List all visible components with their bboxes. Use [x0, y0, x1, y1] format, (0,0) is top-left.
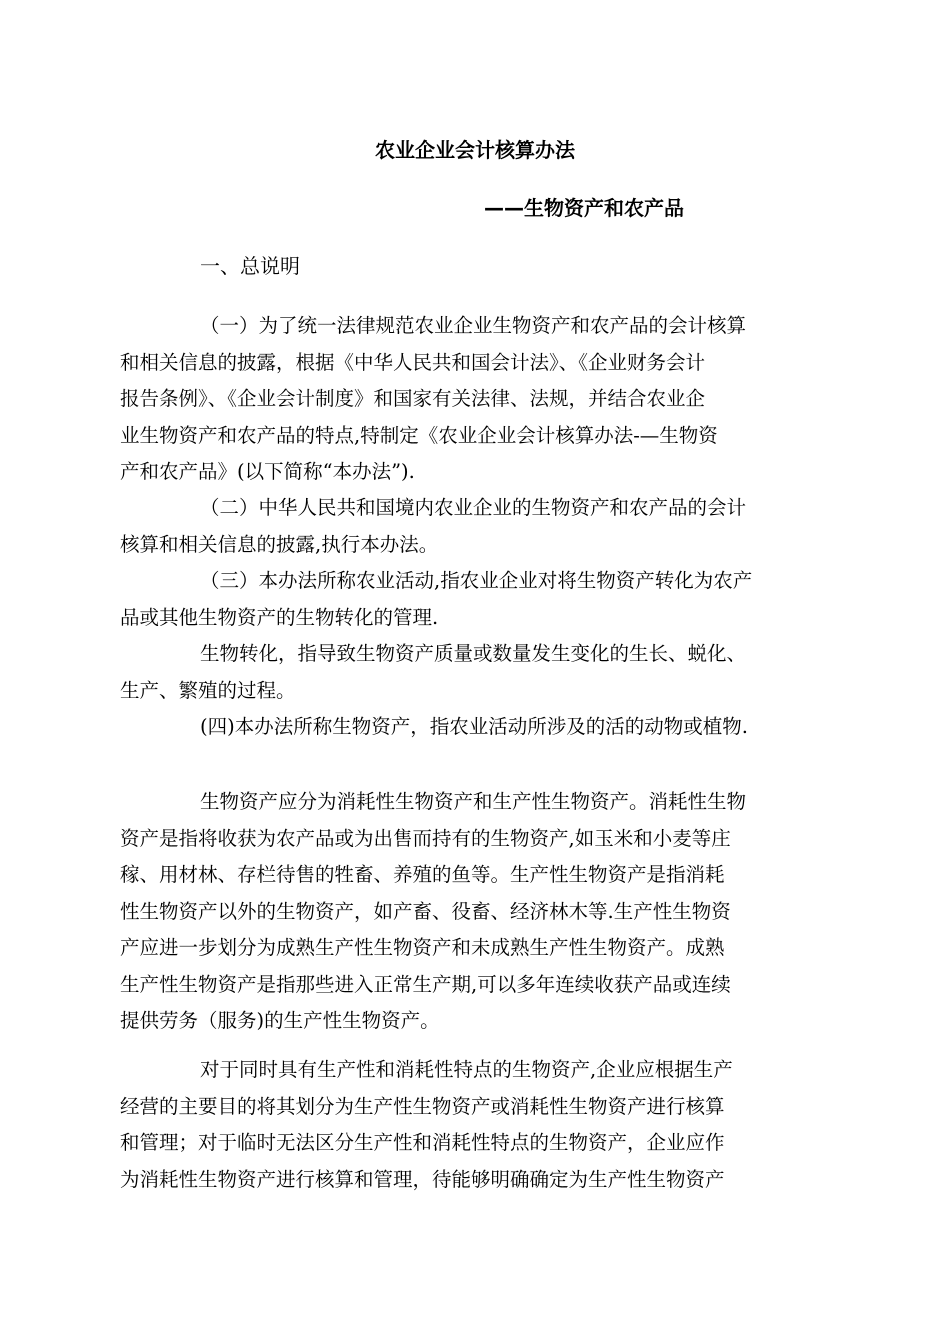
paragraph-line: (四)本办法所称生物资产，指农业活动所涉及的活的动物或植物. — [200, 715, 748, 738]
paragraph-line: 对于同时具有生产性和消耗性特点的生物资产,企业应根据生产 — [200, 1058, 733, 1081]
paragraph-line: 产和农产品》(以下简称“本办法”). — [120, 460, 415, 483]
paragraph-line: 经营的主要目的将其划分为生产性生物资产或消耗性生物资产进行核算 — [120, 1094, 725, 1118]
paragraph-line: （一）为了统一法律规范农业企业生物资产和农产品的会计核算 — [200, 314, 747, 337]
paragraph-2 — [120, 490, 835, 563]
paragraph-line: 性生物资产以外的生物资产，如产畜、役畜、经济林木等.生产性生物资 — [120, 899, 731, 923]
paragraph-line: 产应进一步划分为成熟生产性生物资产和未成熟生产性生物资产。成熟 — [120, 936, 725, 959]
paragraph-line: 稼、用材林、存栏待售的牲畜、养殖的鱼等。生产性生物资产是指消耗 — [120, 863, 725, 886]
paragraph-3 — [120, 563, 835, 636]
paragraph-line: （三）本办法所称农业活动,指农业企业对将生物资产转化为农产 — [200, 569, 753, 592]
section-heading: 一、总说明 — [200, 254, 300, 278]
paragraph-1 — [120, 308, 835, 491]
paragraph-7 — [120, 1052, 835, 1198]
paragraph-5 — [120, 709, 835, 746]
paragraph-line: 业生物资产和农产品的特点,特制定《农业企业会计核算办法-—生物资 — [120, 423, 718, 447]
paragraph-line: 生物转化，指导致生物资产质量或数量发生变化的生长、蜕化、 — [200, 642, 747, 665]
paragraph-line: 提供劳务（服务)的生产性生物资产。 — [120, 1009, 440, 1032]
paragraph-line: 资产是指将收获为农产品或为出售而持有的生物资产,如玉米和小麦等庄 — [120, 826, 731, 850]
paragraph-4 — [120, 636, 835, 709]
paragraph-line: 生产性生物资产是指那些进入正常生产期,可以多年连续收获产品或连续 — [120, 972, 731, 996]
document-subtitle: ——生物资产和农产品 — [484, 196, 684, 220]
paragraph-line: （二）中华人民共和国境内农业企业的生物资产和农产品的会计 — [200, 496, 747, 519]
document-title: 农业企业会计核算办法 — [375, 138, 575, 162]
paragraph-line: 核算和相关信息的披露,执行本办法。 — [120, 532, 439, 556]
paragraph-line: 报告条例》、《企业会计制度》和国家有关法律、法规，并结合农业企 — [120, 387, 706, 410]
paragraph-6 — [120, 784, 835, 1040]
paragraph-line: 和管理；对于临时无法区分生产性和消耗性特点的生物资产，企业应作 — [120, 1131, 725, 1154]
paragraph-line: 生物资产应分为消耗性生物资产和生产性生物资产。消耗性生物 — [200, 790, 747, 813]
paragraph-line: 生产、繁殖的过程。 — [120, 678, 296, 702]
paragraph-line: 品或其他生物资产的生物转化的管理. — [120, 605, 439, 629]
paragraph-line: 和相关信息的披露，根据《中华人民共和国会计法》、《企业财务会计 — [120, 350, 706, 374]
paragraph-line: 为消耗性生物资产进行核算和管理，待能够明确确定为生产性生物资产 — [120, 1167, 725, 1191]
